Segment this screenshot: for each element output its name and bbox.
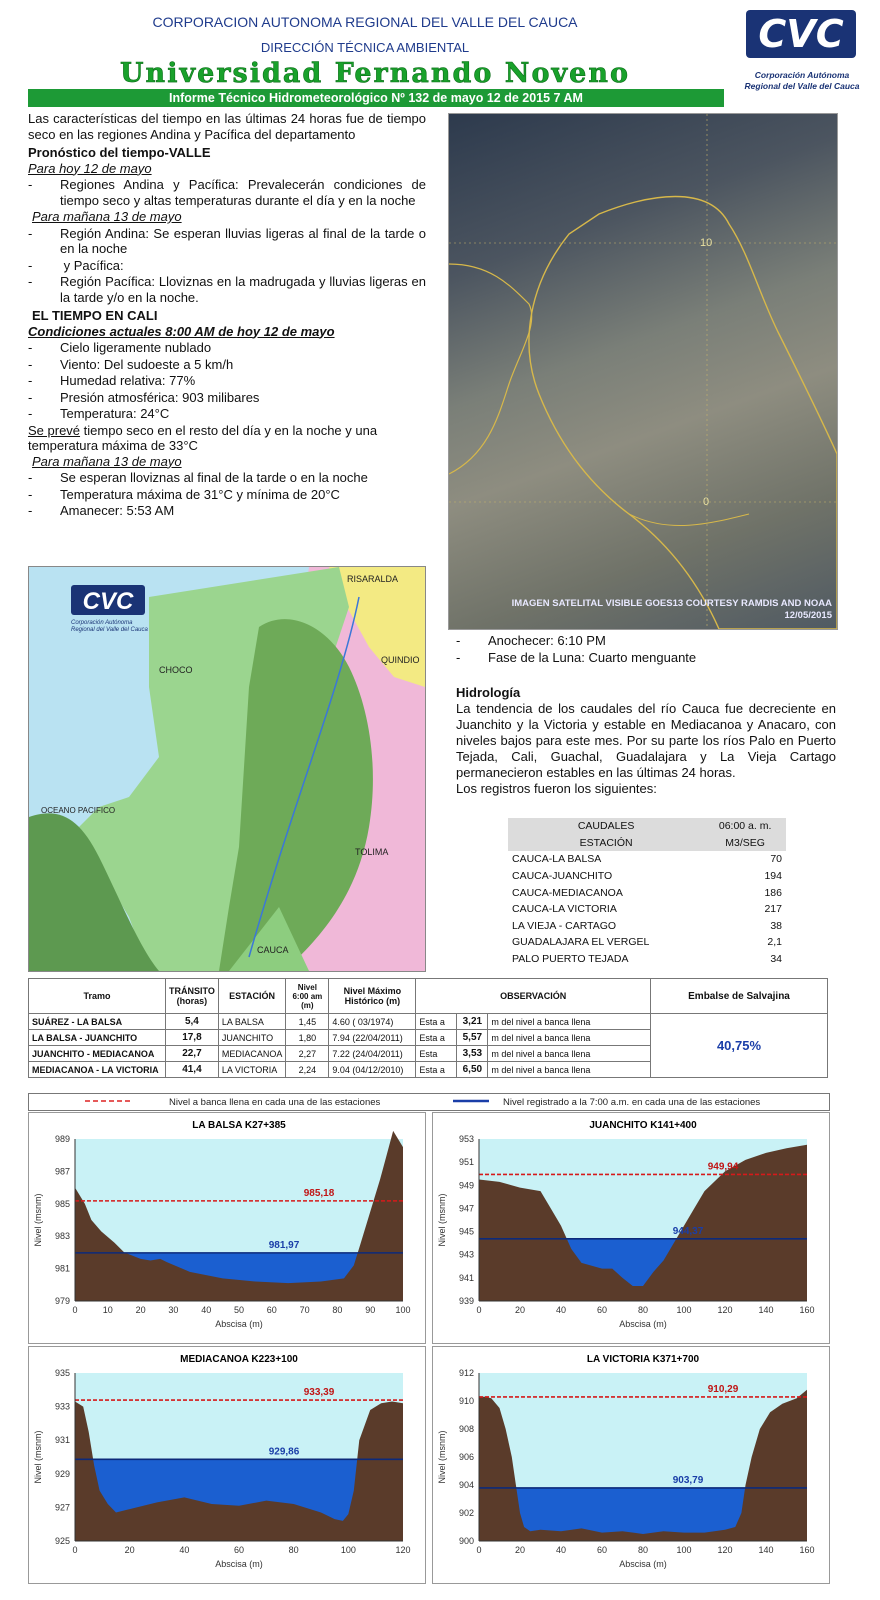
y-tick-label: 951 bbox=[458, 1157, 474, 1168]
grid-label: 0 bbox=[703, 496, 710, 508]
obs-cell: m del nivel a banca llena bbox=[488, 1014, 651, 1030]
obs-header: OBSERVACIÓN bbox=[416, 979, 651, 1014]
x-tick-label: 70 bbox=[299, 1305, 310, 1315]
condition-item: Humedad relativa: 77% bbox=[60, 373, 196, 388]
chart-panel bbox=[28, 1346, 426, 1584]
y-tick-label: 933 bbox=[54, 1401, 70, 1412]
transit-body bbox=[29, 1014, 828, 1078]
grid-label: 10 bbox=[700, 237, 713, 249]
list-item: - Regiones Andina y Pacífica: Prevalecerán condiciones de tiempo seco y altas temperaturas durante el día y en la noche bbox=[28, 177, 426, 208]
tomorrow2-item: Se esperan lloviznas al final de la tarde o en la noche bbox=[60, 470, 368, 485]
nivel-label: 929,86 bbox=[268, 1446, 300, 1458]
embalse-value: 40,75% bbox=[651, 1014, 828, 1078]
map-logo-text: CVC bbox=[82, 588, 134, 615]
anochecer-item: Anochecer: 6:10 PM bbox=[488, 633, 606, 648]
chart-juanchito bbox=[433, 1113, 829, 1343]
table-row bbox=[508, 918, 786, 935]
obs-cell: m del nivel a banca llena bbox=[488, 1062, 651, 1078]
estacion-cell: JUANCHITO bbox=[218, 1030, 286, 1046]
tramo-cell: SUÁREZ - LA BALSA bbox=[29, 1014, 166, 1030]
tomorrow-item: y Pacífica: bbox=[60, 257, 124, 273]
max-cell: 7.94 (22/04/2011) bbox=[329, 1030, 416, 1046]
flow-cell: 34 bbox=[770, 953, 782, 966]
x-tick-label: 80 bbox=[332, 1305, 343, 1315]
x-tick-label: 0 bbox=[476, 1305, 482, 1315]
x-tick-label: 60 bbox=[596, 1545, 608, 1555]
banca-label: 949,94 bbox=[707, 1161, 739, 1173]
nivel-cell: 1,80 bbox=[286, 1030, 329, 1046]
transito-cell: 22,7 bbox=[166, 1046, 219, 1062]
nivel-header: Nivel 6:00 am (m) bbox=[286, 979, 329, 1014]
y-tick-label: 902 bbox=[458, 1508, 474, 1518]
x-tick-label: 100 bbox=[395, 1305, 411, 1315]
x-tick-label: 140 bbox=[758, 1305, 774, 1315]
embalse-header: Embalse de Salvajina bbox=[651, 979, 828, 1014]
y-tick-label: 910 bbox=[458, 1396, 474, 1406]
map-label-quindio: QUINDIO bbox=[381, 655, 420, 665]
transit-table bbox=[28, 978, 828, 1078]
preve-rest: tiempo seco en el resto del día y en la noche y una temperatura máxima de 33°C bbox=[28, 422, 378, 453]
x-tick-label: 120 bbox=[717, 1545, 733, 1555]
country-border bbox=[629, 514, 749, 526]
table-row bbox=[508, 951, 786, 968]
legend-graphic bbox=[29, 1094, 829, 1110]
chart-panel bbox=[432, 1346, 830, 1584]
tomorrow2-title: Para mañana 13 de mayo bbox=[32, 453, 182, 469]
report-bar: Informe Técnico Hidrometeorológico Nº 132 de mayo 12 de 2015 7 AM bbox=[28, 89, 724, 107]
y-tick-label: 985 bbox=[54, 1198, 70, 1209]
max-header: Nivel Máximo Histórico (m) bbox=[329, 979, 416, 1014]
x-tick-label: 40 bbox=[555, 1545, 567, 1555]
station-cell: CAUCA-MEDIACANOA bbox=[512, 886, 623, 899]
tramo-cell: JUANCHITO - MEDIACANOA bbox=[29, 1046, 166, 1062]
nivel-cell: 2,24 bbox=[286, 1062, 329, 1078]
valle-map bbox=[28, 566, 426, 972]
station-cell: CAUCA-LA BALSA bbox=[512, 853, 602, 866]
y-axis-label: Nivel (msnm) bbox=[33, 1193, 43, 1247]
country-border bbox=[449, 264, 532, 474]
list-item: - y Pacífica: bbox=[28, 258, 426, 274]
x-tick-label: 60 bbox=[266, 1305, 277, 1315]
legend-red-text: Nivel a banca llena en cada una de las estaciones bbox=[169, 1097, 381, 1108]
x-axis-label: Abscisa (m) bbox=[619, 1559, 667, 1569]
x-tick-label: 80 bbox=[288, 1545, 299, 1555]
x-tick-label: 160 bbox=[799, 1305, 815, 1315]
tomorrow-item: Región Andina: Se esperan lluvias ligeras al final de la tarde o en la noche bbox=[60, 225, 426, 256]
list-item: - Cielo ligeramente nublado bbox=[28, 340, 426, 356]
list-item: - Amanecer: 5:53 AM bbox=[28, 503, 426, 519]
y-tick-label: 927 bbox=[54, 1502, 70, 1513]
hidrologia-text: La tendencia de los caudales del río Cauca fue decreciente en Juanchito y la Victoria y estable en Mediacanoa y Anacaro, con niveles bajos para este mes. Por su parte los ríos Palo en Puerto Tejada, Cali, Guachal, Guadalajara y La Vieja Cartago permanecieron estables en las últimas 24 horas. bbox=[456, 701, 836, 780]
x-axis-label: Abscisa (m) bbox=[215, 1559, 263, 1569]
cvc-sub-line2: Regional del Valle del Cauca bbox=[744, 81, 860, 91]
flow-cell: 217 bbox=[764, 903, 782, 916]
list-item: - Anochecer: 6:10 PM bbox=[456, 633, 836, 649]
estacion-cell: LA VICTORIA bbox=[218, 1062, 286, 1078]
hidrologia-text2: Los registros fueron los siguientes: bbox=[456, 781, 657, 796]
university-title: Universidad Fernando Noveno bbox=[120, 58, 630, 89]
table-row bbox=[508, 868, 786, 885]
chart-title: MEDIACANOA K223+100 bbox=[180, 1354, 298, 1365]
nivel-label: 903,79 bbox=[672, 1474, 704, 1486]
distance-cell: 3,53 bbox=[457, 1046, 488, 1062]
x-tick-label: 30 bbox=[168, 1305, 179, 1315]
list-item: - Región Andina: Se esperan lluvias ligeras al final de la tarde o en la noche bbox=[28, 225, 426, 256]
tramo-cell: MEDIACANOA - LA VICTORIA bbox=[29, 1062, 166, 1078]
map-logo-sub1: Corporación Autónoma bbox=[71, 620, 133, 626]
x-tick-label: 20 bbox=[124, 1545, 135, 1555]
y-tick-label: 929 bbox=[54, 1468, 70, 1479]
today-item: Regiones Andina y Pacífica: Prevalecerán condiciones de tiempo seco y altas temperaturas durante el día y en la noche bbox=[60, 177, 426, 208]
obs-cell: m del nivel a banca llena bbox=[488, 1046, 651, 1062]
table-header-row bbox=[29, 979, 828, 1014]
condition-item: Viento: Del sudoeste a 5 km/h bbox=[60, 356, 234, 372]
station-cell: LA VIEJA - CARTAGO bbox=[512, 919, 617, 932]
y-axis-label: Nivel (msnm) bbox=[33, 1430, 43, 1484]
nivel-cell: 2,27 bbox=[286, 1046, 329, 1062]
list-item: - Región Pacífica: Lloviznas en la madrugada y lluvias ligeras en la tarde y/o en la noche. bbox=[28, 274, 426, 305]
estacion-cell: MEDIACANOA bbox=[218, 1046, 286, 1062]
table-header-row bbox=[508, 818, 786, 835]
y-axis-label: Nivel (msnm) bbox=[437, 1193, 447, 1247]
y-tick-label: 904 bbox=[458, 1480, 474, 1490]
x-tick-label: 160 bbox=[799, 1545, 815, 1555]
flow-cell: 2,1 bbox=[767, 936, 782, 949]
nivel-label: 944,37 bbox=[672, 1225, 704, 1237]
x-axis-label: Abscisa (m) bbox=[215, 1319, 263, 1329]
tomorrow-title: Para mañana 13 de mayo bbox=[32, 209, 182, 224]
estacion-header: ESTACIÓN bbox=[218, 979, 286, 1014]
obs-cell: m del nivel a banca llena bbox=[488, 1030, 651, 1046]
x-tick-label: 100 bbox=[340, 1545, 356, 1555]
transito-header: TRÁNSITO (horas) bbox=[166, 979, 219, 1014]
x-tick-label: 10 bbox=[102, 1305, 113, 1315]
table-row bbox=[508, 884, 786, 901]
esta-cell: Esta a bbox=[416, 1062, 457, 1078]
distance-cell: 3,21 bbox=[457, 1014, 488, 1030]
x-tick-label: 40 bbox=[201, 1305, 212, 1315]
chart-panel bbox=[432, 1112, 830, 1344]
x-tick-label: 0 bbox=[72, 1545, 78, 1555]
list-item: - Se esperan lloviznas al final de la tarde o en la noche bbox=[28, 470, 426, 486]
flow-cell: 70 bbox=[770, 853, 782, 866]
chart-title: LA BALSA K27+385 bbox=[192, 1120, 286, 1131]
y-tick-label: 906 bbox=[458, 1452, 474, 1462]
tomorrow-item: Región Pacífica: Lloviznas en la madrugada y lluvias ligeras en la tarde y/o en la noche. bbox=[60, 274, 426, 305]
tomorrow2-item: Temperatura máxima de 31°C y mínima de 20°C bbox=[60, 486, 340, 502]
hidrologia-title: Hidrología bbox=[456, 685, 521, 700]
y-tick-label: 981 bbox=[54, 1263, 70, 1274]
condition-item: Presión atmosférica: 903 milibares bbox=[60, 389, 260, 405]
cvc-logo: CVC bbox=[746, 10, 856, 58]
banca-label: 985,18 bbox=[303, 1187, 335, 1199]
satellite-image bbox=[448, 113, 838, 630]
list-item: - Presión atmosférica: 903 milibares bbox=[28, 390, 426, 406]
flow-cell: 194 bbox=[764, 870, 782, 883]
country-border bbox=[529, 197, 837, 630]
satellite-graphic bbox=[449, 114, 837, 629]
transito-cell: 41,4 bbox=[166, 1062, 219, 1078]
tramo-header: Tramo bbox=[29, 979, 166, 1014]
chart-title: LA VICTORIA K371+700 bbox=[586, 1354, 700, 1365]
nivel-label: 981,97 bbox=[268, 1239, 300, 1251]
estacion-cell: LA BALSA bbox=[218, 1014, 286, 1030]
list-item: - Temperatura máxima de 31°C y mínima de 20°C bbox=[28, 487, 426, 503]
tramo-cell: LA BALSA - JUANCHITO bbox=[29, 1030, 166, 1046]
nivel-cell: 1,45 bbox=[286, 1014, 329, 1030]
satellite-caption-line1: IMAGEN SATELITAL VISIBLE GOES13 COURTESY RAMDIS AND NOAA bbox=[511, 598, 832, 609]
map-graphic bbox=[29, 567, 425, 971]
estacion-header: ESTACIÓN bbox=[508, 835, 704, 852]
y-tick-label: 979 bbox=[54, 1296, 70, 1306]
table-row bbox=[508, 934, 786, 951]
y-tick-label: 989 bbox=[54, 1134, 70, 1144]
today-title: Para hoy 12 de mayo bbox=[28, 160, 152, 176]
esta-cell: Esta a bbox=[416, 1014, 457, 1030]
list-item: - Temperatura: 24°C bbox=[28, 406, 426, 422]
y-tick-label: 987 bbox=[54, 1166, 70, 1177]
max-cell: 7.22 (24/04/2011) bbox=[329, 1046, 416, 1062]
preve-underlined: Se prevé bbox=[28, 422, 81, 438]
cvc-sub-line1: Corporación Autónoma bbox=[754, 70, 850, 80]
x-tick-label: 60 bbox=[596, 1305, 608, 1315]
map-label-tolima: TOLIMA bbox=[355, 847, 389, 857]
map-logo-sub2: Regional del Valle del Cauca bbox=[71, 627, 148, 633]
satellite-caption bbox=[452, 598, 832, 622]
caudales-table bbox=[508, 818, 786, 967]
list-item: - Fase de la Luna: Cuarto menguante bbox=[456, 650, 836, 666]
cali-title: EL TIEMPO EN CALI bbox=[32, 308, 158, 323]
x-tick-label: 0 bbox=[476, 1545, 482, 1555]
x-tick-label: 40 bbox=[555, 1305, 567, 1315]
y-tick-label: 941 bbox=[458, 1272, 474, 1283]
caudales-header: CAUDALES bbox=[508, 818, 704, 835]
y-tick-label: 943 bbox=[458, 1249, 474, 1260]
y-tick-label: 953 bbox=[458, 1134, 474, 1144]
chart-mediacanoa bbox=[29, 1347, 425, 1583]
x-tick-label: 80 bbox=[637, 1305, 649, 1315]
condition-item: Temperatura: 24°C bbox=[60, 406, 170, 421]
legend-bar bbox=[28, 1093, 830, 1111]
chart-panel bbox=[28, 1112, 426, 1344]
intro-paragraph: Las características del tiempo en las últimas 24 horas fue de tiempo seco en las regiones Andina y Pacífica del departamento bbox=[28, 111, 426, 142]
cvc-logo-subtitle bbox=[738, 70, 866, 92]
y-tick-label: 939 bbox=[458, 1296, 474, 1306]
x-tick-label: 50 bbox=[233, 1305, 245, 1315]
y-tick-label: 947 bbox=[458, 1203, 474, 1214]
distance-cell: 6,50 bbox=[457, 1062, 488, 1078]
map-label-ocean: OCEANO PACIFICO bbox=[41, 806, 116, 815]
x-tick-label: 40 bbox=[179, 1545, 190, 1555]
luna-item: Fase de la Luna: Cuarto menguante bbox=[488, 650, 697, 665]
esta-cell: Esta a bbox=[416, 1030, 457, 1046]
tomorrow2-item: Amanecer: 5:53 AM bbox=[60, 503, 175, 518]
org-title: CORPORACION AUTONOMA REGIONAL DEL VALLE DEL CAUCA bbox=[152, 14, 578, 30]
transito-cell: 17,8 bbox=[166, 1030, 219, 1046]
satellite-caption-line2: 12/05/2015 bbox=[784, 610, 832, 621]
map-label-cauca: CAUCA bbox=[257, 945, 289, 955]
y-tick-label: 900 bbox=[458, 1536, 474, 1546]
caudales-body bbox=[508, 851, 786, 967]
list-item: - Humedad relativa: 77% bbox=[28, 373, 426, 389]
x-tick-label: 0 bbox=[72, 1305, 78, 1315]
esta-cell: Esta bbox=[416, 1046, 457, 1062]
x-tick-label: 120 bbox=[395, 1545, 411, 1555]
x-tick-label: 100 bbox=[676, 1545, 692, 1555]
x-tick-label: 20 bbox=[135, 1305, 146, 1315]
legend-blue-text: Nivel registrado a la 7:00 a.m. en cada una de las estaciones bbox=[503, 1097, 761, 1108]
right-list bbox=[456, 632, 836, 667]
map-label-risaralda: RISARALDA bbox=[347, 574, 399, 584]
transito-cell: 5,4 bbox=[166, 1014, 219, 1030]
y-tick-label: 949 bbox=[458, 1180, 474, 1191]
preve-paragraph bbox=[28, 423, 426, 454]
x-tick-label: 20 bbox=[514, 1545, 526, 1555]
x-tick-label: 20 bbox=[514, 1305, 526, 1315]
x-tick-label: 90 bbox=[365, 1305, 376, 1315]
y-tick-label: 983 bbox=[54, 1231, 70, 1242]
chart-la-victoria bbox=[433, 1347, 829, 1583]
banca-label: 933,39 bbox=[303, 1387, 335, 1399]
flow-cell: 186 bbox=[764, 886, 782, 899]
y-tick-label: 908 bbox=[458, 1424, 474, 1434]
x-tick-label: 100 bbox=[676, 1305, 692, 1315]
unit-header: M3/SEG bbox=[704, 835, 786, 852]
x-tick-label: 120 bbox=[717, 1305, 733, 1315]
chart-title: JUANCHITO K141+400 bbox=[589, 1120, 697, 1131]
y-tick-label: 945 bbox=[458, 1226, 474, 1237]
dept-title: DIRECCIÓN TÉCNICA AMBIENTAL bbox=[260, 40, 470, 55]
weather-text bbox=[28, 111, 426, 520]
station-cell: CAUCA-JUANCHITO bbox=[512, 870, 613, 883]
x-tick-label: 80 bbox=[637, 1545, 649, 1555]
max-cell: 4.60 ( 03/1974) bbox=[329, 1014, 416, 1030]
max-cell: 9.04 (04/12/2010) bbox=[329, 1062, 416, 1078]
station-cell: GUADALAJARA EL VERGEL bbox=[512, 936, 650, 949]
list-item: - Viento: Del sudoeste a 5 km/h bbox=[28, 357, 426, 373]
y-tick-label: 931 bbox=[54, 1435, 70, 1446]
table-row bbox=[508, 901, 786, 918]
x-tick-label: 60 bbox=[233, 1545, 245, 1555]
table-row bbox=[29, 1014, 828, 1030]
y-tick-label: 912 bbox=[458, 1368, 474, 1378]
x-axis-label: Abscisa (m) bbox=[619, 1319, 667, 1329]
condition-item: Cielo ligeramente nublado bbox=[60, 340, 212, 355]
table-header-row bbox=[508, 835, 786, 852]
station-cell: PALO PUERTO TEJADA bbox=[512, 953, 629, 966]
chart-la-balsa bbox=[29, 1113, 425, 1343]
flow-cell: 38 bbox=[770, 919, 782, 932]
y-tick-label: 925 bbox=[54, 1536, 70, 1546]
y-tick-label: 935 bbox=[54, 1368, 70, 1378]
conditions-title: Condiciones actuales 8:00 AM de hoy 12 de mayo bbox=[28, 323, 335, 339]
x-tick-label: 140 bbox=[758, 1545, 774, 1555]
map-label-choco: CHOCO bbox=[159, 665, 193, 675]
distance-cell: 5,57 bbox=[457, 1030, 488, 1046]
time-header: 06:00 a. m. bbox=[704, 818, 786, 835]
forecast-title: Pronóstico del tiempo-VALLE bbox=[28, 145, 211, 160]
hidrologia-section bbox=[456, 685, 836, 797]
station-cell: CAUCA-LA VICTORIA bbox=[512, 903, 617, 916]
banca-label: 910,29 bbox=[707, 1383, 739, 1395]
y-axis-label: Nivel (msnm) bbox=[437, 1430, 447, 1484]
table-row bbox=[508, 851, 786, 868]
